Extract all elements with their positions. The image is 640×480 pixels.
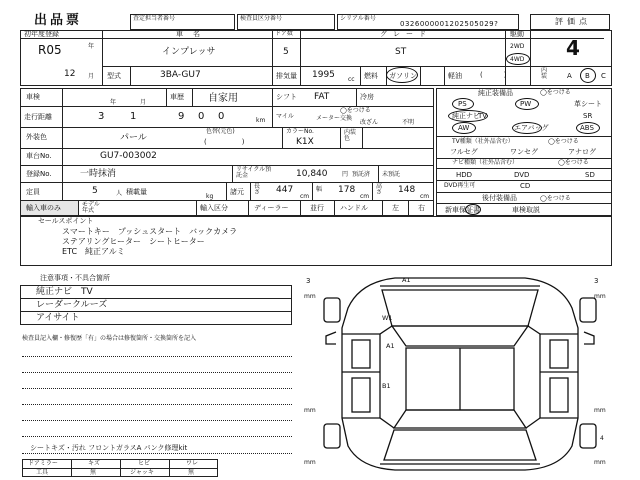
drive-4wd-circle [506, 53, 530, 65]
color-code: K1X [296, 137, 314, 147]
car-name: インプレッサ [162, 47, 216, 57]
car-damage-diagram [310, 268, 610, 478]
grade-label: 評価点 [555, 17, 591, 26]
recycle-fee: 10,840 [296, 169, 328, 179]
damage-mark-left-front: A1 [386, 342, 395, 350]
doors-value: 5 [283, 47, 289, 57]
damage-mark-front: A1 [402, 276, 411, 284]
header-field-2-label: 検査員区分番号 [240, 15, 283, 22]
page-title: 出品票 [34, 13, 83, 28]
fuel-gasoline: ガソリン [389, 72, 417, 80]
damage-mark-windshield: W1 [382, 314, 393, 322]
shift-value: FAT [314, 92, 330, 102]
damage-mark-left-rear: B1 [382, 382, 391, 390]
registration-status: 一時抹消 [80, 169, 117, 179]
note-1: 純正ナビ TV [36, 287, 93, 297]
displacement: 1995 [312, 70, 335, 80]
serial-number: 0326000001202505029? [400, 20, 499, 28]
grade-value: ST [395, 47, 407, 57]
height-value: 148 [398, 185, 416, 195]
header-field-1-label: 査定担当者番号 [133, 15, 176, 22]
note-2: レーダークルーズ [36, 300, 108, 310]
svg-text:4: 4 [600, 435, 604, 442]
fuel-circle [386, 67, 418, 83]
era-year: R05 [38, 43, 62, 57]
note-3: アイサイト [36, 313, 80, 323]
chassis-number: GU7-003002 [100, 151, 157, 161]
use-value: 自家用 [208, 93, 238, 104]
length-value: 447 [276, 185, 294, 195]
capacity: 5 [92, 186, 98, 196]
sales-point-line-2: ステアリングヒーター シートヒーター [62, 237, 205, 246]
grade-score: 4 [566, 36, 580, 60]
header-field-3-label: シリアル番号 [340, 15, 376, 22]
width-value: 178 [338, 185, 356, 195]
reg-month: 12 [64, 69, 76, 79]
interior-b-circle [580, 68, 596, 83]
model-code: 3BA-GU7 [160, 70, 201, 80]
first-reg-label: 初年度登録 [24, 30, 59, 38]
color-value: パール [120, 133, 147, 143]
sales-point-line-3: ETC 純正アルミ [62, 247, 125, 256]
inspector-handwritten: シートキズ・汚れ フロントガラスA パンク修理kit [30, 444, 188, 452]
car-name-label: 車名 [176, 30, 210, 38]
sales-point-line-1: スマートキー プッシュスタート バックカメラ [62, 227, 238, 236]
